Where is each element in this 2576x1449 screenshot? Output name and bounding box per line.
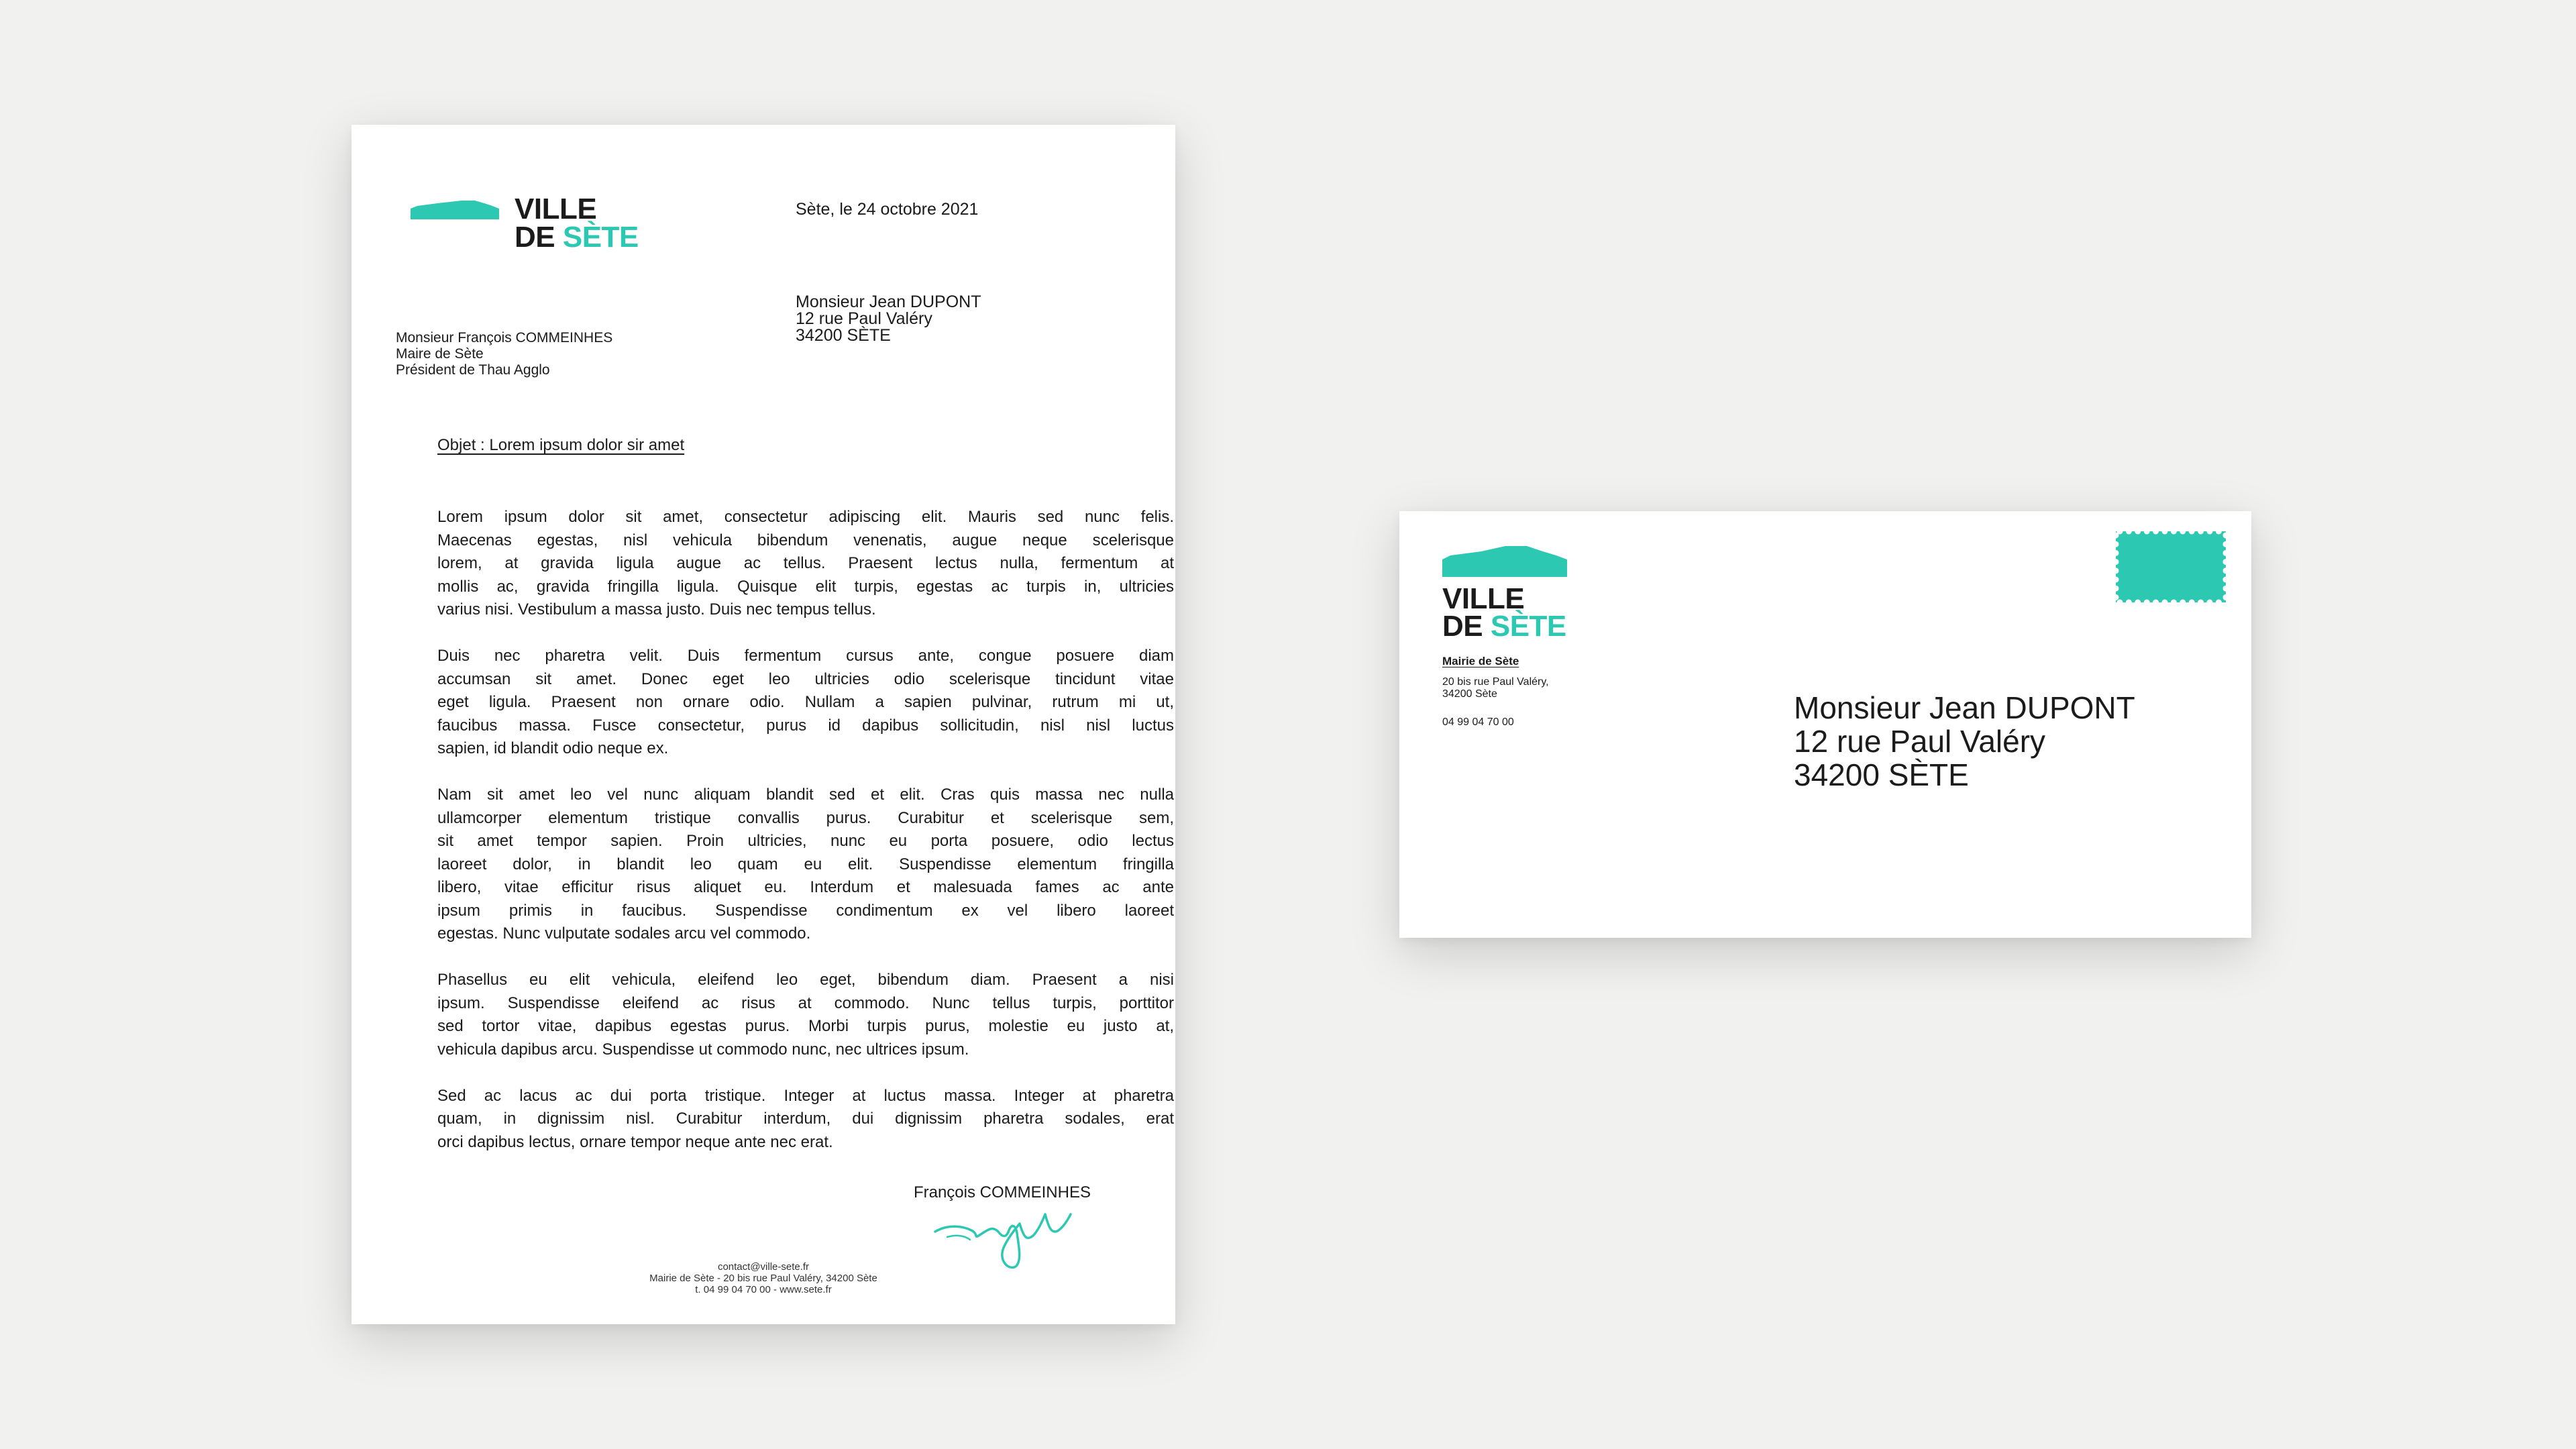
logo-wordmark	[515, 195, 639, 252]
postage-stamp-icon	[2116, 531, 2226, 602]
letter-sender-block	[396, 330, 612, 378]
signatory-name: François COMMEINHES	[913, 1183, 1091, 1201]
body-line: faucibus massa. Fusce consectetur, purus id dapibus sollicitudin, nisl nisl luctus	[437, 716, 1174, 735]
body-line: lorem, at gravida ligula augue ac tellus. Praesent lectus nulla, fermentum at	[437, 554, 1174, 572]
body-line: ipsum primis in faucibus. Suspendisse condimentum ex vel libero laoreet	[437, 901, 1174, 920]
letter-page	[352, 125, 1175, 1324]
recipient-city: 34200 SÈTE	[1794, 757, 1969, 792]
letter-date: Sète, le 24 octobre 2021	[796, 200, 979, 219]
letter-footer	[352, 1261, 1175, 1295]
sender-name: Monsieur François COMMEINHES	[396, 330, 613, 345]
body-paragraph	[437, 784, 1174, 946]
logo-line-ville: VILLE	[1442, 582, 1525, 615]
sender-title: Maire de Sète	[396, 346, 484, 362]
body-line: sit amet tempor sapien. Proin ultricies, nunc eu porta posuere, odio lectus	[437, 832, 1174, 850]
handwritten-signature	[932, 1197, 1080, 1271]
recipient-street: 12 rue Paul Valéry	[1794, 724, 2046, 759]
logo-line-ville: VILLE	[515, 193, 597, 225]
body-line: vehicula dapibus arcu. Suspendisse ut commodo nunc, nec ultrices ipsum.	[437, 1040, 969, 1059]
logo-line-sete: DE SÈTE	[1442, 610, 1566, 643]
recipient-city: 34200 SÈTE	[796, 326, 891, 345]
body-line: egestas. Nunc vulputate sodales arcu vel commodo.	[437, 924, 811, 943]
body-paragraph	[437, 969, 1174, 1061]
body-line: laoreet dolor, in blandit leo quam eu elit. Suspendisse elementum fringilla	[437, 855, 1174, 873]
body-line: eget ligula. Praesent non ornare odio. Nullam a sapien pulvinar, rutrum mi ut,	[437, 693, 1174, 711]
envelope-sender-address: 20 bis rue Paul Valéry, 34200 Sète	[1442, 676, 1549, 700]
envelope-sender-org: Mairie de Sète	[1442, 655, 1519, 667]
body-line: libero, vitae efficitur risus aliquet eu. Interdum et malesuada fames ac ante	[437, 878, 1174, 896]
body-line: Phasellus eu elit vehicula, eleifend leo eget, bibendum diam. Praesent a nisi	[437, 971, 1174, 989]
mont-saint-clair-logo-icon	[1442, 545, 1567, 577]
body-line: varius nisi. Vestibulum a massa justo. Duis nec tempus tellus.	[437, 600, 876, 619]
logo-wordmark	[1442, 582, 1566, 643]
body-paragraph	[437, 1085, 1174, 1155]
letter-body	[437, 506, 1174, 1177]
body-paragraph	[437, 645, 1174, 761]
envelope-recipient-address	[1794, 691, 2135, 792]
footer-email: contact@ville-sete.fr	[717, 1261, 810, 1273]
body-line: ipsum. Suspendisse eleifend ac risus at commodo. Nunc tellus turpis, porttitor	[437, 994, 1174, 1012]
body-line: Sed ac lacus ac dui porta tristique. Integer at luctus massa. Integer at pharetra	[437, 1086, 1174, 1105]
body-line: accumsan sit amet. Donec eget leo ultricies odio scelerisque tincidunt vitae	[437, 669, 1174, 688]
letter-subject: Objet : Lorem ipsum dolor sir amet	[437, 436, 685, 454]
logo-line-sete: DE SÈTE	[515, 221, 639, 254]
body-line: sapien, id blandit odio neque ex.	[437, 739, 669, 757]
body-paragraph	[437, 506, 1174, 622]
body-line: sed tortor vitae, dapibus egestas purus. Morbi turpis purus, molestie eu justo at,	[437, 1017, 1174, 1035]
sender-title: Président de Thau Agglo	[396, 362, 550, 378]
body-line: mollis ac, gravida fringilla ligula. Quisque elit turpis, egestas ac turpis in, ultricies	[437, 577, 1174, 596]
body-line: orci dapibus lectus, ornare tempor neque ante nec erat.	[437, 1132, 833, 1151]
envelope-sender-phone: 04 99 04 70 00	[1442, 716, 1514, 728]
body-line: Nam sit amet leo vel nunc aliquam blandit sed et elit. Cras quis massa nec nulla	[437, 786, 1174, 804]
mont-saint-clair-logo-icon	[411, 199, 499, 219]
body-line: ullamcorper elementum tristique convallis purus. Curabitur et scelerisque sem,	[437, 808, 1174, 827]
letter-recipient-address	[796, 294, 981, 344]
body-line: Duis nec pharetra velit. Duis fermentum cursus ante, congue posuere diam	[437, 647, 1174, 665]
body-line: Maecenas egestas, nisl vehicula bibendum venenatis, augue neque scelerisque	[437, 531, 1174, 549]
recipient-name: Monsieur Jean DUPONT	[1794, 690, 2135, 725]
body-line: quam, in dignissim nisl. Curabitur interdum, dui dignissim pharetra sodales, erat	[437, 1110, 1174, 1128]
recipient-street: 12 rue Paul Valéry	[796, 309, 932, 328]
body-line: Lorem ipsum dolor sit amet, consectetur adipiscing elit. Mauris sed nunc felis.	[437, 508, 1174, 526]
recipient-name: Monsieur Jean DUPONT	[796, 292, 981, 311]
footer-address: Mairie de Sète - 20 bis rue Paul Valéry, 34200 Sète	[649, 1273, 877, 1284]
footer-phone-web: t. 04 99 04 70 00 - www.sete.fr	[695, 1284, 832, 1295]
envelope	[1399, 511, 2251, 938]
